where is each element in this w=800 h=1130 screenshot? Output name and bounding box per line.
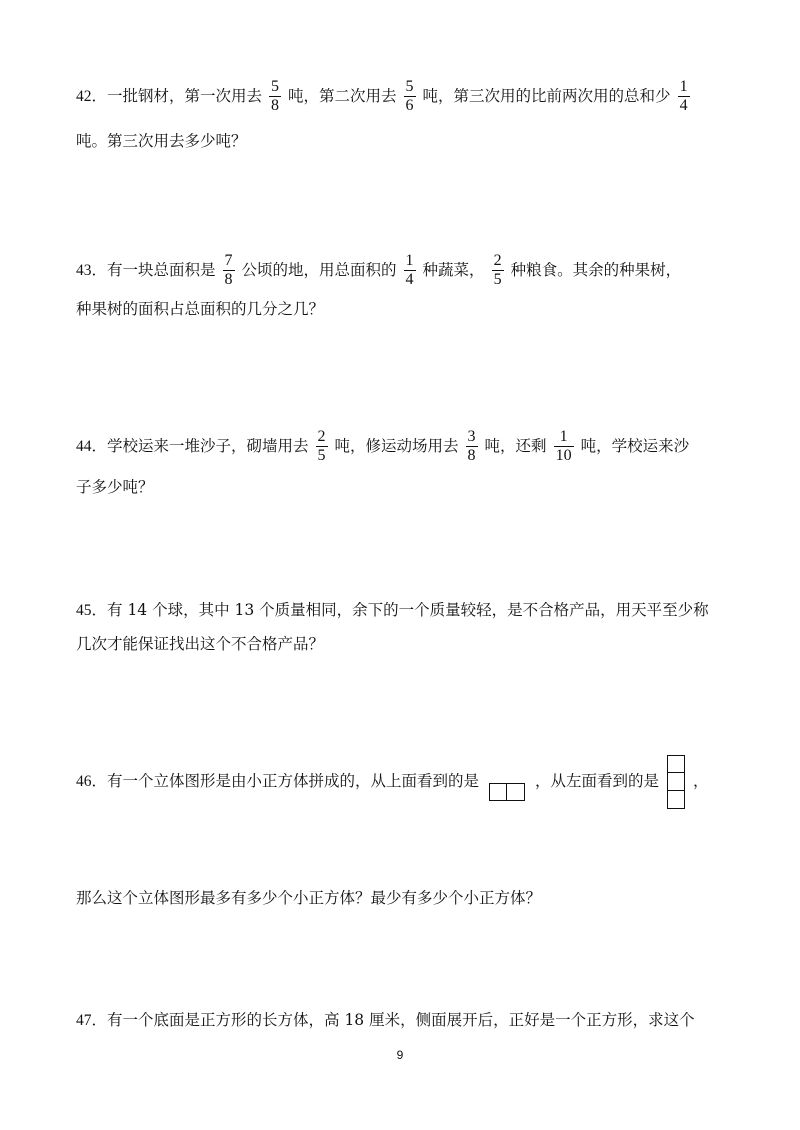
question-44-line-2: 子多少吨？ [76, 478, 154, 496]
question-45-line-1 [76, 603, 709, 619]
question-46-line-2: 那么这个立体图形最多有多少个小正方体？最少有多少个小正方体？ [76, 889, 542, 907]
fraction-denominator: 10 [555, 447, 572, 464]
fraction-denominator: 6 [405, 97, 414, 114]
question-text: ， [693, 772, 709, 791]
question-text: 吨，修运动场用去 [334, 436, 459, 455]
question-text: ，从左面看到的是 [535, 772, 660, 791]
question-42-line-1 [76, 78, 697, 115]
fraction-numerator: 5 [271, 78, 280, 95]
fraction-denominator: 5 [317, 447, 326, 464]
fraction-denominator: 8 [224, 271, 233, 288]
question-text: 有一块总面积是 [107, 260, 216, 279]
question-number: 47． [76, 1012, 108, 1029]
question-43-line-2: 种果树的面积占总面积的几分之几？ [76, 300, 325, 318]
question-text: 吨，第三次用的比前两次用的总和少 [422, 86, 671, 105]
question-text: 种蔬菜， [422, 260, 485, 279]
fraction [223, 252, 235, 289]
fraction-denominator: 8 [467, 447, 476, 464]
question-number: 42． [76, 87, 108, 105]
fraction [316, 428, 328, 465]
fraction [678, 78, 690, 115]
question-43-line-1 [76, 252, 681, 289]
question-text: 吨，还剩 [484, 436, 547, 455]
left-view-figure [667, 755, 685, 809]
fraction-numerator: 1 [679, 78, 688, 95]
question-text: 有一个底面是正方形的长方体，高 18 厘米，侧面展开后，正好是一个正方形，求这个 [107, 1011, 695, 1029]
question-text: 种粮食。其余的种果树， [510, 260, 682, 279]
page-number: 9 [396, 1048, 404, 1062]
fraction [404, 252, 416, 289]
fraction [269, 78, 281, 115]
fraction-numerator: 2 [493, 252, 502, 269]
fraction [492, 252, 504, 289]
fraction-denominator: 8 [271, 97, 280, 114]
fraction-numerator: 1 [405, 252, 414, 269]
fraction [466, 428, 478, 465]
question-text: 吨，学校运来沙 [580, 436, 690, 455]
fraction-numerator: 7 [224, 252, 233, 269]
question-text: 一批钢材，第一次用去 [107, 86, 263, 105]
square-cell [507, 783, 525, 801]
question-text: 有一个立体图形是由小正方体拼成的，从上面看到的是 [107, 772, 480, 791]
square-cell [667, 791, 685, 809]
fraction [404, 78, 416, 115]
fraction-numerator: 5 [405, 78, 414, 95]
square-cell [667, 755, 685, 773]
fraction-numerator: 2 [317, 428, 326, 445]
fraction-denominator: 5 [493, 271, 502, 288]
question-number: 46． [76, 773, 108, 791]
top-view-figure [489, 783, 525, 801]
question-46-line-1 [76, 755, 709, 809]
question-text: 有 14 个球，其中 13 个质量相同，余下的一个质量较轻，是不合格产品，用天平至少称 [107, 601, 709, 619]
question-45-line-2: 几次才能保证找出这个不合格产品？ [76, 635, 325, 653]
fraction-numerator: 1 [559, 428, 568, 445]
question-44-line-1 [76, 428, 689, 465]
fraction-denominator: 4 [405, 271, 414, 288]
square-cell [667, 773, 685, 791]
square-cell [489, 783, 507, 801]
question-number: 44． [76, 437, 108, 455]
question-number: 45． [76, 602, 108, 619]
question-number: 43． [76, 261, 108, 279]
question-text: 吨，第二次用去 [288, 86, 397, 105]
fraction-numerator: 3 [467, 428, 476, 445]
question-42-line-2: 吨。第三次用去多少吨？ [76, 132, 247, 150]
question-text: 学校运来一堆沙子，砌墙用去 [107, 436, 309, 455]
question-47-line-1 [76, 1013, 695, 1029]
fraction [554, 428, 574, 465]
question-text: 公顷的地，用总面积的 [241, 260, 397, 279]
fraction-denominator: 4 [679, 97, 688, 114]
